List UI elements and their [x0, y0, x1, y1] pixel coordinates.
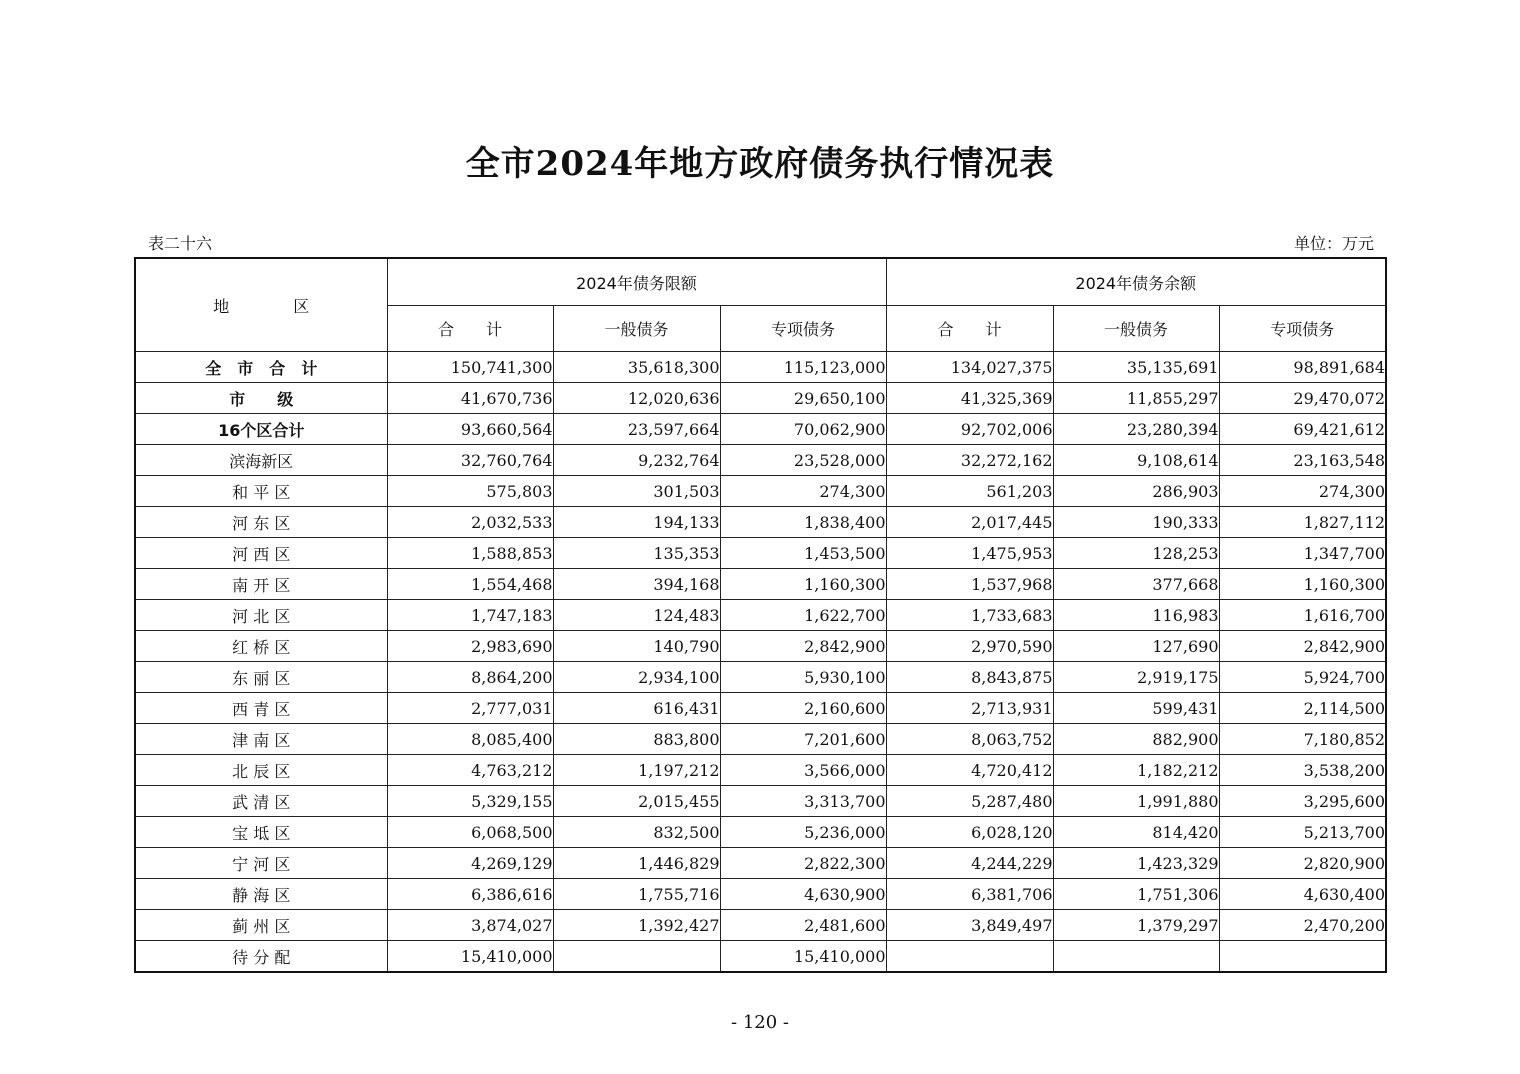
debt-table	[134, 257, 1387, 973]
balance-general-cell	[1053, 941, 1219, 973]
region-name-cell: 蓟 州 区	[135, 910, 387, 941]
limit-general-header: 一般债务	[553, 306, 720, 352]
balance-special-cell: 2,820,900	[1219, 848, 1386, 879]
region-name-cell: 津 南 区	[135, 724, 387, 755]
limit-total-cell: 2,032,533	[387, 507, 553, 538]
limit-total-cell: 4,269,129	[387, 848, 553, 879]
limit-special-cell: 1,453,500	[720, 538, 886, 569]
balance-total-cell: 8,063,752	[886, 724, 1053, 755]
region-name-cell: 静 海 区	[135, 879, 387, 910]
balance-general-cell: 2,919,175	[1053, 662, 1219, 693]
limit-general-cell: 35,618,300	[553, 352, 720, 383]
limit-total-cell: 8,085,400	[387, 724, 553, 755]
limit-special-cell: 7,201,600	[720, 724, 886, 755]
balance-special-cell: 2,114,500	[1219, 693, 1386, 724]
table-row	[135, 724, 1386, 755]
balance-group-header: 2024年债务余额	[886, 258, 1386, 306]
balance-general-cell: 814,420	[1053, 817, 1219, 848]
table-row	[135, 786, 1386, 817]
limit-total-cell: 32,760,764	[387, 445, 553, 476]
region-name-cell: 河 东 区	[135, 507, 387, 538]
limit-general-cell: 616,431	[553, 693, 720, 724]
region-name-cell: 滨海新区	[135, 445, 387, 476]
limit-general-cell: 1,392,427	[553, 910, 720, 941]
limit-total-cell: 1,588,853	[387, 538, 553, 569]
limit-total-cell: 3,874,027	[387, 910, 553, 941]
limit-general-cell: 135,353	[553, 538, 720, 569]
limit-special-cell: 70,062,900	[720, 414, 886, 445]
limit-total-cell: 150,741,300	[387, 352, 553, 383]
table-row	[135, 631, 1386, 662]
limit-total-cell: 2,983,690	[387, 631, 553, 662]
limit-general-cell	[553, 941, 720, 973]
balance-special-cell	[1219, 941, 1386, 973]
limit-general-cell: 1,197,212	[553, 755, 720, 786]
balance-special-cell: 274,300	[1219, 476, 1386, 507]
balance-special-cell: 2,470,200	[1219, 910, 1386, 941]
table-row	[135, 352, 1386, 383]
limit-total-cell: 1,554,468	[387, 569, 553, 600]
balance-general-cell: 1,379,297	[1053, 910, 1219, 941]
table-body	[135, 352, 1386, 973]
limit-total-cell: 41,670,736	[387, 383, 553, 414]
limit-special-cell: 5,236,000	[720, 817, 886, 848]
limit-special-cell: 1,622,700	[720, 600, 886, 631]
limit-general-cell: 12,020,636	[553, 383, 720, 414]
limit-total-cell: 575,803	[387, 476, 553, 507]
balance-total-cell: 41,325,369	[886, 383, 1053, 414]
limit-special-cell: 2,481,600	[720, 910, 886, 941]
limit-special-cell: 2,160,600	[720, 693, 886, 724]
page-number: - 120 -	[731, 1012, 789, 1033]
balance-general-cell: 23,280,394	[1053, 414, 1219, 445]
balance-general-cell: 127,690	[1053, 631, 1219, 662]
table-row	[135, 910, 1386, 941]
table-row	[135, 569, 1386, 600]
limit-special-cell: 274,300	[720, 476, 886, 507]
balance-total-cell: 1,537,968	[886, 569, 1053, 600]
limit-special-cell: 2,822,300	[720, 848, 886, 879]
balance-general-cell: 1,751,306	[1053, 879, 1219, 910]
limit-special-header: 专项债务	[720, 306, 886, 352]
balance-special-cell: 2,842,900	[1219, 631, 1386, 662]
table-row	[135, 693, 1386, 724]
region-name-cell: 市 级	[135, 383, 387, 414]
limit-special-cell: 2,842,900	[720, 631, 886, 662]
balance-general-header: 一般债务	[1053, 306, 1219, 352]
table-row	[135, 507, 1386, 538]
balance-general-cell: 1,991,880	[1053, 786, 1219, 817]
balance-special-cell: 69,421,612	[1219, 414, 1386, 445]
balance-general-cell: 1,182,212	[1053, 755, 1219, 786]
limit-total-cell: 5,329,155	[387, 786, 553, 817]
limit-special-cell: 15,410,000	[720, 941, 886, 973]
balance-special-cell: 3,538,200	[1219, 755, 1386, 786]
table-row	[135, 941, 1386, 973]
limit-group-header: 2024年债务限额	[387, 258, 886, 306]
balance-special-cell: 5,924,700	[1219, 662, 1386, 693]
table-row	[135, 414, 1386, 445]
balance-total-cell: 3,849,497	[886, 910, 1053, 941]
balance-special-cell: 3,295,600	[1219, 786, 1386, 817]
table-row	[135, 879, 1386, 910]
limit-special-cell: 1,160,300	[720, 569, 886, 600]
limit-special-cell: 1,838,400	[720, 507, 886, 538]
unit-label: 单位：万元	[1293, 234, 1374, 253]
balance-special-cell: 1,827,112	[1219, 507, 1386, 538]
region-name-cell: 南 开 区	[135, 569, 387, 600]
limit-special-cell: 23,528,000	[720, 445, 886, 476]
balance-special-cell: 98,891,684	[1219, 352, 1386, 383]
balance-total-cell	[886, 941, 1053, 973]
region-name-cell: 和 平 区	[135, 476, 387, 507]
limit-total-cell: 15,410,000	[387, 941, 553, 973]
region-name-cell: 河 西 区	[135, 538, 387, 569]
limit-total-cell: 1,747,183	[387, 600, 553, 631]
balance-special-cell: 5,213,700	[1219, 817, 1386, 848]
region-name-cell: 武 清 区	[135, 786, 387, 817]
balance-total-cell: 32,272,162	[886, 445, 1053, 476]
table-row	[135, 600, 1386, 631]
limit-general-cell: 301,503	[553, 476, 720, 507]
balance-total-cell: 1,733,683	[886, 600, 1053, 631]
limit-general-cell: 23,597,664	[553, 414, 720, 445]
balance-total-cell: 1,475,953	[886, 538, 1053, 569]
balance-special-cell: 1,347,700	[1219, 538, 1386, 569]
limit-total-cell: 4,763,212	[387, 755, 553, 786]
balance-total-cell: 2,713,931	[886, 693, 1053, 724]
balance-special-header: 专项债务	[1219, 306, 1386, 352]
limit-special-cell: 3,566,000	[720, 755, 886, 786]
limit-general-cell: 140,790	[553, 631, 720, 662]
balance-general-cell: 128,253	[1053, 538, 1219, 569]
region-name-cell: 全 市 合 计	[135, 352, 387, 383]
balance-total-cell: 2,017,445	[886, 507, 1053, 538]
balance-total-cell: 4,244,229	[886, 848, 1053, 879]
table-row	[135, 383, 1386, 414]
balance-general-cell: 11,855,297	[1053, 383, 1219, 414]
balance-total-cell: 4,720,412	[886, 755, 1053, 786]
region-name-cell: 宝 坻 区	[135, 817, 387, 848]
region-name-cell: 东 丽 区	[135, 662, 387, 693]
limit-general-cell: 2,015,455	[553, 786, 720, 817]
balance-general-cell: 286,903	[1053, 476, 1219, 507]
limit-special-cell: 5,930,100	[720, 662, 886, 693]
limit-general-cell: 832,500	[553, 817, 720, 848]
balance-general-cell: 9,108,614	[1053, 445, 1219, 476]
table-row	[135, 476, 1386, 507]
region-name-cell: 北 辰 区	[135, 755, 387, 786]
limit-general-cell: 2,934,100	[553, 662, 720, 693]
balance-total-cell: 6,028,120	[886, 817, 1053, 848]
region-name-cell: 16个区合计	[135, 414, 387, 445]
limit-general-cell: 1,446,829	[553, 848, 720, 879]
balance-total-cell: 5,287,480	[886, 786, 1053, 817]
balance-general-cell: 1,423,329	[1053, 848, 1219, 879]
limit-total-cell: 6,386,616	[387, 879, 553, 910]
balance-total-cell: 2,970,590	[886, 631, 1053, 662]
region-header: 地 区	[135, 258, 387, 352]
region-name-cell: 宁 河 区	[135, 848, 387, 879]
table-row	[135, 848, 1386, 879]
limit-total-cell: 93,660,564	[387, 414, 553, 445]
balance-general-cell: 190,333	[1053, 507, 1219, 538]
limit-special-cell: 3,313,700	[720, 786, 886, 817]
balance-special-cell: 1,616,700	[1219, 600, 1386, 631]
limit-general-cell: 394,168	[553, 569, 720, 600]
table-label: 表二十六	[148, 234, 213, 253]
balance-total-cell: 561,203	[886, 476, 1053, 507]
limit-special-cell: 29,650,100	[720, 383, 886, 414]
page-title: 全市2024年地方政府债务执行情况表	[465, 144, 1055, 184]
table-row	[135, 817, 1386, 848]
balance-general-cell: 35,135,691	[1053, 352, 1219, 383]
balance-total-cell: 134,027,375	[886, 352, 1053, 383]
region-name-cell: 西 青 区	[135, 693, 387, 724]
table-row	[135, 538, 1386, 569]
table-row	[135, 755, 1386, 786]
balance-total-cell: 92,702,006	[886, 414, 1053, 445]
table-row	[135, 662, 1386, 693]
limit-general-cell: 9,232,764	[553, 445, 720, 476]
limit-special-cell: 4,630,900	[720, 879, 886, 910]
limit-general-cell: 194,133	[553, 507, 720, 538]
region-name-cell: 河 北 区	[135, 600, 387, 631]
balance-general-cell: 599,431	[1053, 693, 1219, 724]
balance-total-header: 合 计	[886, 306, 1053, 352]
limit-total-cell: 6,068,500	[387, 817, 553, 848]
balance-general-cell: 116,983	[1053, 600, 1219, 631]
balance-total-cell: 6,381,706	[886, 879, 1053, 910]
region-name-cell: 红 桥 区	[135, 631, 387, 662]
balance-special-cell: 1,160,300	[1219, 569, 1386, 600]
balance-special-cell: 4,630,400	[1219, 879, 1386, 910]
balance-special-cell: 29,470,072	[1219, 383, 1386, 414]
limit-total-cell: 2,777,031	[387, 693, 553, 724]
balance-general-cell: 377,668	[1053, 569, 1219, 600]
limit-general-cell: 883,800	[553, 724, 720, 755]
balance-general-cell: 882,900	[1053, 724, 1219, 755]
limit-general-cell: 1,755,716	[553, 879, 720, 910]
limit-total-cell: 8,864,200	[387, 662, 553, 693]
limit-general-cell: 124,483	[553, 600, 720, 631]
limit-total-header: 合 计	[387, 306, 553, 352]
limit-special-cell: 115,123,000	[720, 352, 886, 383]
region-name-cell: 待 分 配	[135, 941, 387, 973]
balance-total-cell: 8,843,875	[886, 662, 1053, 693]
balance-special-cell: 23,163,548	[1219, 445, 1386, 476]
balance-special-cell: 7,180,852	[1219, 724, 1386, 755]
table-row	[135, 445, 1386, 476]
